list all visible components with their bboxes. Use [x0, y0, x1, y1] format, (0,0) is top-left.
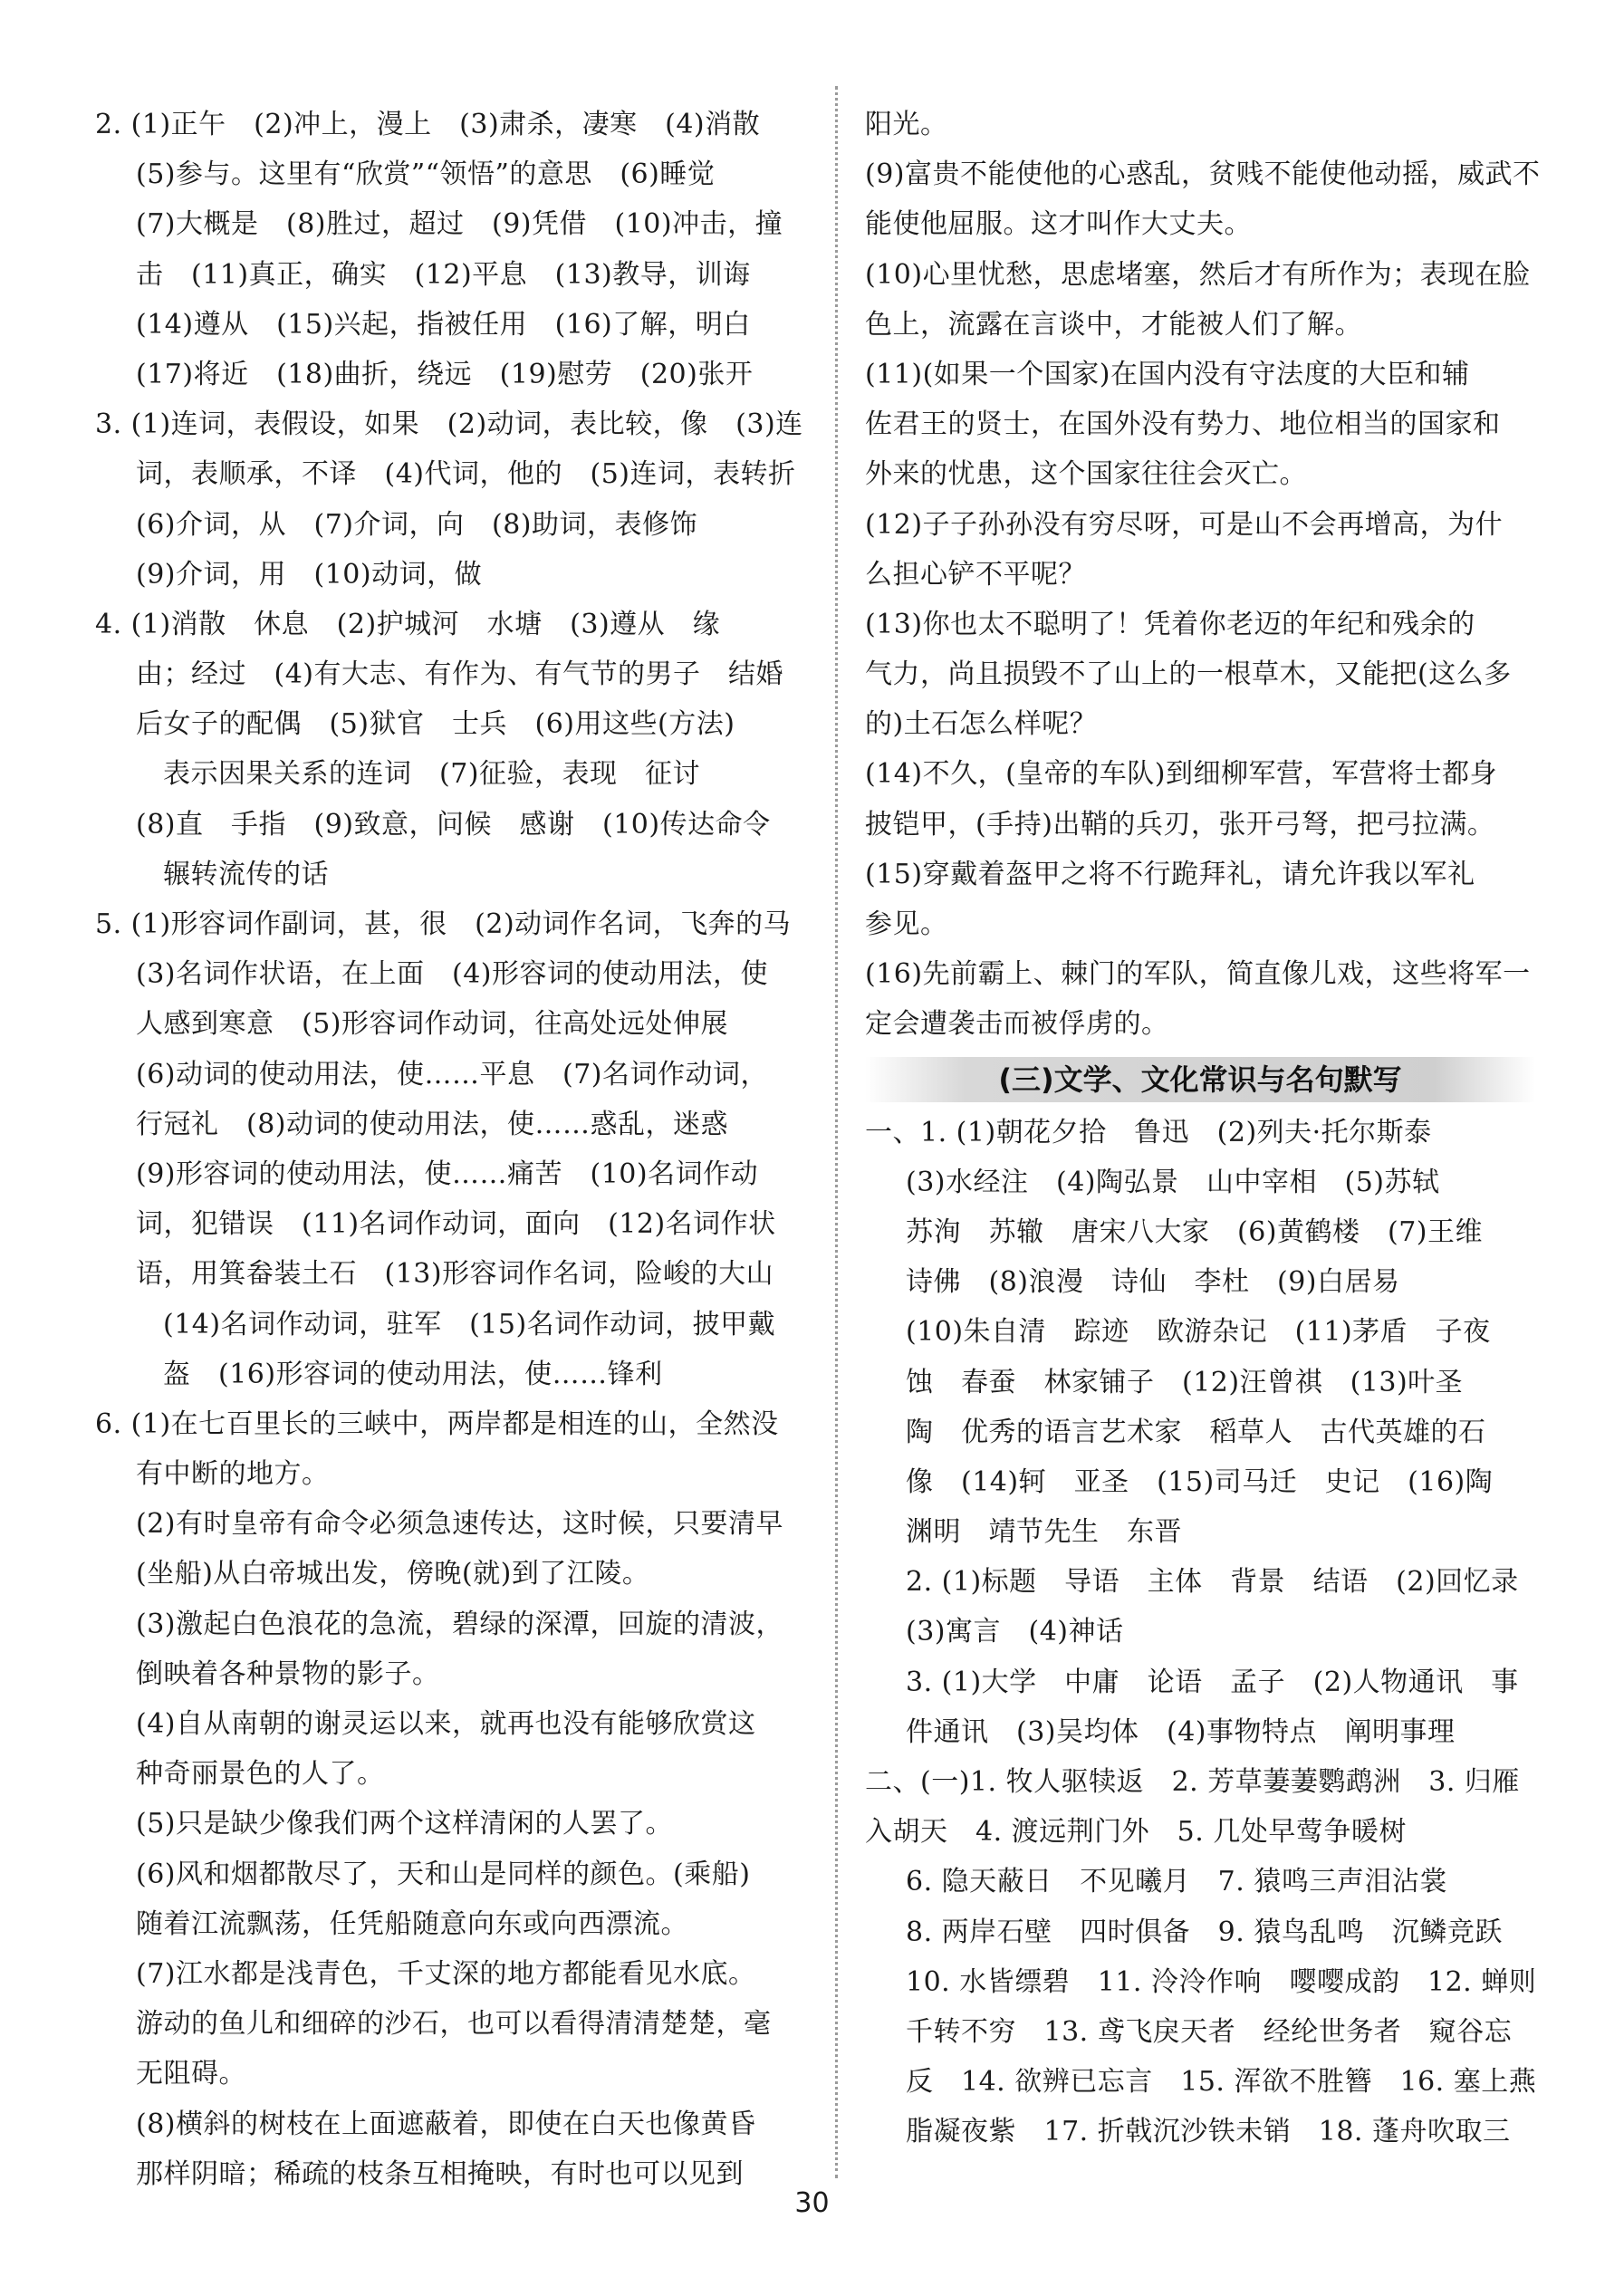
text-line: 的)土石怎么样呢？	[865, 708, 1098, 741]
text-line: 脂凝夜紫 17. 折戟沉沙铁未销 18. 蓬舟吹取三	[906, 2116, 1511, 2148]
text-line: 3. (1)大学 中庸 论语 孟子 (2)人物通讯 事	[906, 1666, 1519, 1698]
text-line: 表示因果关系的连词 (7)征验，表现 征讨	[163, 758, 700, 791]
text-line: 一、1. (1)朝花夕拾 鲁迅 (2)列夫·托尔斯泰	[865, 1116, 1432, 1148]
text-line: (3)水经注 (4)陶弘景 山中宰相 (5)苏轼	[906, 1166, 1440, 1198]
text-line: 词，犯错误 (11)名词作动词，面向 (12)名词作状	[136, 1208, 776, 1241]
text-line: (10)朱自清 踪迹 欧游杂记 (11)茅盾 子夜	[906, 1316, 1491, 1349]
column-divider	[835, 86, 838, 2178]
text-line: 4. (1)消散 休息 (2)护城河 水塘 (3)遵从 缘	[95, 608, 721, 640]
text-line: 有中断的地方。	[136, 1458, 330, 1491]
text-line: (8)横斜的树枝在上面遮蔽着，即使在白天也像黄昏	[136, 2108, 756, 2140]
text-line: (3)名词作状语，在上面 (4)形容词的使动用法，使	[136, 958, 768, 991]
text-line: 3. (1)连词，表假设，如果 (2)动词，表比较，像 (3)连	[95, 408, 803, 441]
text-line: 那样阴暗；稀疏的枝条互相掩映，有时也可以见到	[136, 2157, 744, 2190]
text-line: (10)心里忧愁，思虑堵塞，然后才有所作为；表现在脸	[865, 258, 1531, 291]
text-line: (13)你也太不聪明了！凭着你老迈的年纪和残余的	[865, 608, 1475, 640]
text-line: (15)穿戴着盔甲之将不行跪拜礼，请允许我以军礼	[865, 858, 1475, 890]
text-line: 参见。	[865, 908, 948, 940]
text-line: 外来的忧患，这个国家往往会灭亡。	[865, 458, 1307, 491]
text-line: 击 (11)真正，确实 (12)平息 (13)教导，训诲	[136, 258, 751, 291]
text-line: (2)有时皇帝有命令必须急速传达，这时候，只要清早	[136, 1508, 783, 1541]
text-line: 千转不穷 13. 鸢飞戾天者 经纶世务者 窥谷忘	[906, 2015, 1513, 2048]
text-line: 后女子的配偶 (5)狱官 士兵 (6)用这些(方法)	[136, 708, 735, 741]
text-line: 二、(一)1. 牧人驱犊返 2. 芳草萋萋鹦鹉洲 3. 归雁	[865, 1766, 1520, 1798]
text-line: (16)先前霸上、棘门的军队，简直像儿戏，这些将军一	[865, 958, 1531, 991]
text-line: (14)不久，(皇帝的车队)到细柳军营，军营将士都身	[865, 758, 1497, 791]
text-line: (9)介词，用 (10)动词，做	[136, 558, 483, 591]
text-line: 佐君王的贤士，在国外没有势力、地位相当的国家和	[865, 408, 1501, 441]
text-line: 盔 (16)形容词的使动用法，使……锋利	[163, 1358, 663, 1390]
text-line: 诗佛 (8)浪漫 诗仙 李杜 (9)白居易	[906, 1266, 1400, 1299]
text-line: 2. (1)正午 (2)冲上，漫上 (3)肃杀，凄寒 (4)消散	[95, 109, 761, 140]
text-line: 种奇丽景色的人了。	[136, 1758, 385, 1791]
text-line: (坐船)从白帝城出发，傍晚(就)到了江陵。	[136, 1558, 650, 1590]
text-line: 人感到寒意 (5)形容词作动词，往高处远处伸展	[136, 1008, 728, 1041]
text-line: 语，用箕畚装土石 (13)形容词作名词，险峻的大山	[136, 1258, 774, 1291]
text-line: 入胡天 4. 渡远荆门外 5. 几处早莺争暖树	[865, 1816, 1407, 1849]
text-line: (8)直 手指 (9)致意，问候 感谢 (10)传达命令	[136, 808, 771, 841]
text-line: (3)激起白色浪花的急流，碧绿的深潭，回旋的清波，	[136, 1608, 783, 1640]
text-line: 气力，尚且损毁不了山上的一根草木，又能把(这么多	[865, 658, 1512, 691]
text-line: (14)名词作动词，驻军 (15)名词作动词，披甲戴	[163, 1308, 776, 1340]
text-line: (6)介词，从 (7)介词，向 (8)助词，表修饰	[136, 508, 697, 541]
text-line: 2. (1)标题 导语 主体 背景 结语 (2)回忆录	[906, 1566, 1519, 1599]
right-column	[865, 100, 1541, 2157]
text-line: 反 14. 欲辨已忘言 15. 浑欲不胜簪 16. 塞上燕	[906, 2066, 1537, 2099]
text-line: 辗转流传的话	[163, 858, 329, 890]
text-line: (11)(如果一个国家)在国内没有守法度的大臣和辅	[865, 358, 1470, 390]
text-line: (5)参与。这里有“欣赏”“领悟”的意思 (6)睡觉	[136, 159, 716, 191]
text-line: (7)大概是 (8)胜过，超过 (9)凭借 (10)冲击，撞	[136, 208, 783, 241]
text-line: (3)寓言 (4)神话	[906, 1616, 1124, 1648]
text-line: 随着江流飘荡，任凭船随意向东或向西漂流。	[136, 1907, 688, 1940]
text-line: (5)只是缺少像我们两个这样清闲的人罢了。	[136, 1808, 673, 1840]
page-number: 30	[794, 2187, 830, 2219]
text-line: (17)将近 (18)曲折，绕远 (19)慰劳 (20)张开	[136, 358, 754, 390]
text-line: (4)自从南朝的谢灵运以来，就再也没有能够欣赏这	[136, 1708, 756, 1740]
text-line: (6)风和烟都散尽了，天和山是同样的颜色。(乘船)	[136, 1858, 751, 1890]
text-line: 阳光。	[865, 109, 948, 140]
text-line: (14)遵从 (15)兴起，指被任用 (16)了解，明白	[136, 308, 751, 341]
text-line: 蚀 春蚕 林家铺子 (12)汪曾祺 (13)叶圣	[906, 1366, 1464, 1398]
text-line: 么担心铲不平呢？	[865, 558, 1086, 591]
text-line: 苏洵 苏辙 唐宋八大家 (6)黄鹤楼 (7)王维	[906, 1215, 1483, 1248]
text-line: 倒映着各种景物的影子。	[136, 1657, 440, 1690]
text-line: (6)动词的使动用法，使……平息 (7)名词作动词，	[136, 1058, 768, 1090]
text-line: 定会遭袭击而被俘虏的。	[865, 1008, 1169, 1041]
text-line: 无阻碍。	[136, 2058, 246, 2090]
text-line: 10. 水皆缥碧 11. 泠泠作响 嘤嘤成韵 12. 蝉则	[906, 1965, 1537, 1998]
text-line: 件通讯 (3)吴均体 (4)事物特点 阐明事理	[906, 1715, 1456, 1748]
text-line: 披铠甲，(手持)出鞘的兵刃，张开弓弩，把弓拉满。	[865, 808, 1495, 841]
text-line: 词，表顺承，不译 (4)代词，他的 (5)连词，表转折	[136, 458, 796, 491]
text-line: 能使他屈服。这才叫作大丈夫。	[865, 208, 1252, 241]
text-line: 5. (1)形容词作副词，甚，很 (2)动词作名词，飞奔的马	[95, 908, 792, 940]
text-line: 8. 两岸石壁 四时俱备 9. 猿鸟乱鸣 沉鳞竞跃	[906, 1916, 1503, 1948]
text-line: 6. (1)在七百里长的三峡中，两岸都是相连的山，全然没	[95, 1407, 779, 1440]
text-line: 由；经过 (4)有大志、有作为、有气节的男子 结婚	[136, 658, 783, 691]
text-line: (7)江水都是浅青色，千丈深的地方都能看见水底。	[136, 1957, 756, 1990]
text-line: 行冠礼 (8)动词的使动用法，使……惑乱，迷惑	[136, 1108, 728, 1140]
section-title: (三)文学、文化常识与名句默写	[865, 1057, 1535, 1102]
text-line: 陶 优秀的语言艺术家 稻草人 古代英雄的石	[906, 1416, 1486, 1448]
text-line: (9)形容词的使动用法，使……痛苦 (10)名词作动	[136, 1158, 759, 1190]
text-line: (12)子子孙孙没有穷尽呀，可是山不会再增高，为什	[865, 508, 1504, 541]
text-line: 游动的鱼儿和细碎的沙石，也可以看得清清楚楚，毫	[136, 2008, 772, 2041]
text-line: 渊明 靖节先生 东晋	[906, 1516, 1182, 1549]
text-line: 像 (14)轲 亚圣 (15)司马迁 史记 (16)陶	[906, 1465, 1494, 1498]
text-line: (9)富贵不能使他的心惑乱，贫贱不能使他动摇，威武不	[865, 159, 1541, 191]
text-line: 色上，流露在言谈中，才能被人们了解。	[865, 308, 1362, 341]
text-line: 6. 隐天蔽日 不见曦月 7. 猿鸣三声泪沾裳	[906, 1866, 1447, 1898]
left-column	[95, 100, 811, 2199]
